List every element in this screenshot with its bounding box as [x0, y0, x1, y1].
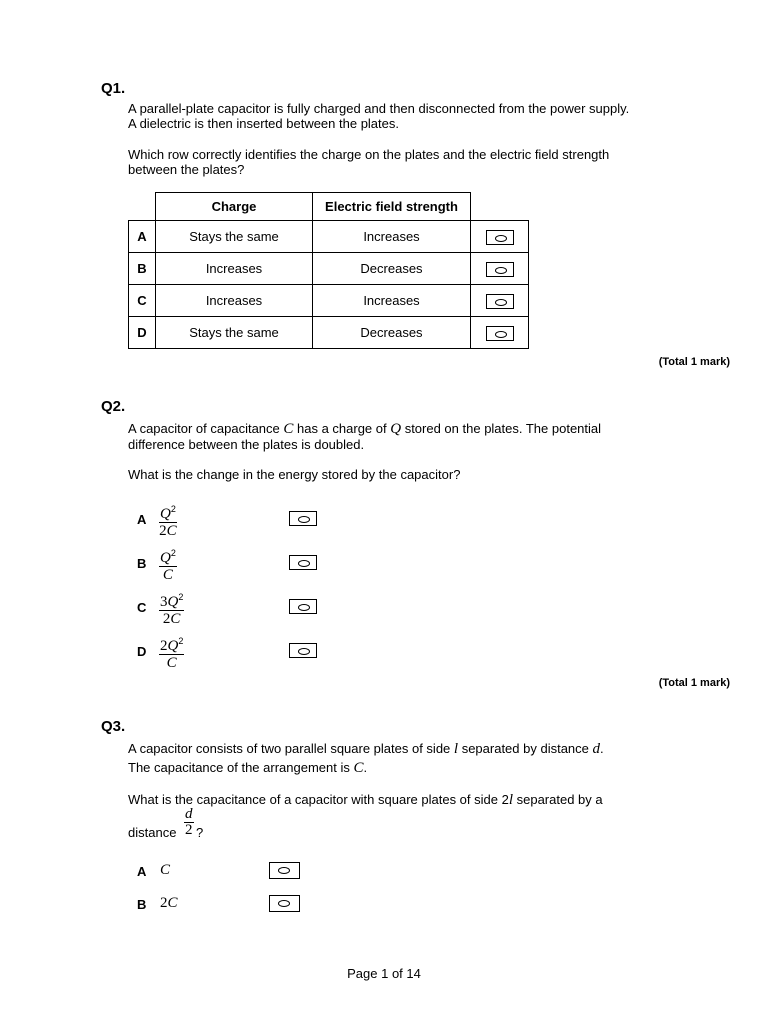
q2-total-mark: (Total 1 mark) [658, 677, 730, 689]
row-field: Increases [313, 221, 471, 253]
q3-line4: distance $\frac{d}{2}$ ? [128, 806, 204, 840]
q3-line2: The capacitance of the arrangement is C. [128, 760, 368, 776]
distance-fraction: $\frac{d}{2}$ [185, 806, 193, 838]
row-charge: Increases [156, 285, 313, 317]
answer-bubble-d[interactable] [486, 326, 514, 341]
q3-stem [128, 741, 688, 776]
q2-line1: A capacitor of capacitance C has a charge of Q stored on the plates. The potential [128, 421, 602, 437]
option-expression: $\frac{2Q^2}{C}$ [160, 636, 184, 671]
table-header-row [129, 193, 529, 221]
row-letter: A [129, 221, 156, 253]
answer-bubble-c[interactable] [486, 294, 514, 309]
q1-answer-table [128, 192, 529, 349]
row-letter: C [129, 285, 156, 317]
q1-line3: Which row correctly identifies the charge on the plates and the electric field strength [128, 147, 610, 162]
row-field: Increases [313, 285, 471, 317]
table-row [129, 253, 529, 285]
row-letter: B [129, 253, 156, 285]
option-expression: C [160, 862, 171, 878]
q2-question: What is the change in the energy stored by the capacitor? [128, 467, 461, 482]
row-charge: Stays the same [156, 221, 313, 253]
table-row [129, 317, 529, 349]
row-field: Decreases [313, 317, 471, 349]
table-row [129, 285, 529, 317]
row-letter: D [129, 317, 156, 349]
q1-total-mark: (Total 1 mark) [658, 356, 730, 368]
q2-stem [128, 421, 688, 452]
q1-title: Q1. [101, 80, 126, 97]
q2-line2: difference between the plates is doubled. [128, 437, 365, 452]
q1-line2: A dielectric is then inserted between the plates. [128, 116, 399, 131]
q1-question [128, 147, 688, 177]
q2-title: Q2. [101, 398, 126, 415]
header-field: Electric field strength [313, 193, 471, 221]
option-expression: $\frac{Q^2}{2C}$ [159, 504, 177, 539]
option-expression: $\frac{Q^2}{C}$ [160, 548, 176, 583]
q3-title: Q3. [101, 718, 126, 735]
row-charge: Increases [156, 253, 313, 285]
row-charge: Stays the same [156, 317, 313, 349]
answer-bubble-b[interactable] [486, 262, 514, 277]
answer-bubble-a[interactable] [269, 862, 300, 879]
answer-bubble-a[interactable] [289, 511, 317, 526]
answer-bubble-a[interactable] [486, 230, 514, 245]
q3-line1: A capacitor consists of two parallel square plates of side l separated by distance d. [128, 741, 604, 757]
row-field: Decreases [313, 253, 471, 285]
header-charge: Charge [156, 193, 313, 221]
symbol-charge: Q [390, 421, 402, 437]
answer-bubble-c[interactable] [289, 599, 317, 614]
q1-line1: A parallel-plate capacitor is fully charged and then disconnected from the power supply. [128, 101, 630, 116]
symbol-capacitance: C [283, 421, 294, 437]
answer-bubble-d[interactable] [289, 643, 317, 658]
option-expression: $\frac{3Q^2}{2C}$ [160, 592, 184, 627]
answer-bubble-b[interactable] [269, 895, 300, 912]
answer-bubble-b[interactable] [289, 555, 317, 570]
q1-line4: between the plates? [128, 162, 245, 177]
q3-line3: What is the capacitance of a capacitor with square plates of side 2l separated by a [128, 792, 603, 808]
option-expression: 2C [160, 895, 178, 911]
page-number: Page 1 of 14 [347, 966, 421, 981]
q1-stem [128, 101, 688, 131]
table-row [129, 221, 529, 253]
